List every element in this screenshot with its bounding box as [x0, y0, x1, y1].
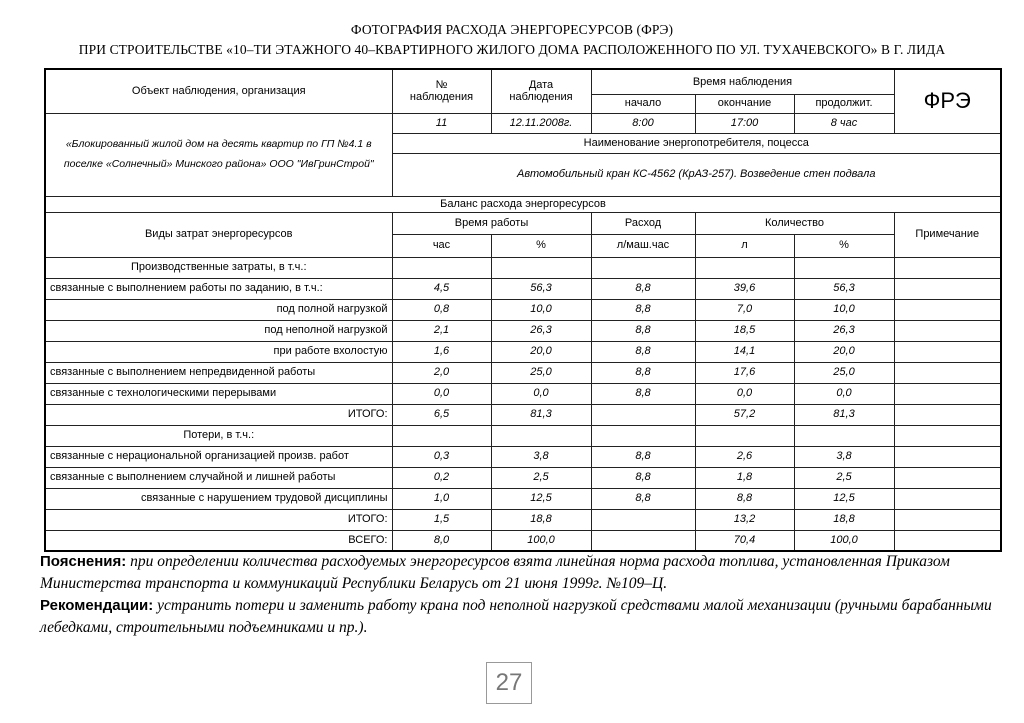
table-row [45, 488, 1001, 509]
table-row [45, 341, 1001, 362]
row-value: 14,1 [695, 341, 794, 362]
row-value: 20,0 [491, 341, 591, 362]
consumer-cell: Автомобильный кран КС-4562 (КрАЗ-257). Возведение стен подвала [392, 153, 1001, 196]
table-row [45, 257, 1001, 278]
row-note [894, 425, 1001, 446]
date-header: Дата наблюдения [491, 69, 591, 113]
row-label: связанные с технологическими перерывами [45, 383, 392, 404]
title-line-2: ПРИ СТРОИТЕЛЬСТВЕ «10–ТИ ЭТАЖНОГО 40–КВАРТИРНОГО ЖИЛОГО ДОМА РАСПОЛОЖЕННОГО ПО УЛ. ТУХАЧЕВСКОГО» В Г. ЛИДА [78, 42, 946, 57]
row-value: 2,5 [794, 467, 894, 488]
row-label: связанные с выполнением непредвиденной работы [45, 362, 392, 383]
row-value: 12,5 [491, 488, 591, 509]
table-row [45, 530, 1001, 551]
row-note [894, 383, 1001, 404]
rate-header: Расход [591, 212, 695, 234]
row-value: 81,3 [491, 404, 591, 425]
notes [40, 551, 1000, 639]
row-value: 4,5 [392, 278, 491, 299]
row-value: 17,6 [695, 362, 794, 383]
table-row [45, 320, 1001, 341]
title-line-1: ФОТОГРАФИЯ РАСХОДА ЭНЕРГОРЕСУРСОВ (ФРЭ) [350, 22, 674, 37]
row-value [392, 257, 491, 278]
code-cell: ФРЭ [894, 69, 1001, 133]
row-value [491, 425, 591, 446]
table-row [45, 362, 1001, 383]
row-value: 2,0 [392, 362, 491, 383]
row-value: 10,0 [794, 299, 894, 320]
row-value: 100,0 [491, 530, 591, 551]
row-label: Производственные затраты, в т.ч.: [45, 257, 392, 278]
row-value: 0,2 [392, 467, 491, 488]
row-value: 26,3 [794, 320, 894, 341]
row-note [894, 257, 1001, 278]
row-value: 10,0 [491, 299, 591, 320]
row-value: 13,2 [695, 509, 794, 530]
row-value: 100,0 [794, 530, 894, 551]
object-header: Объект наблюдения, организация [45, 69, 392, 113]
row-value: 18,8 [794, 509, 894, 530]
row-value: 26,3 [491, 320, 591, 341]
row-value: 70,4 [695, 530, 794, 551]
row-value [591, 530, 695, 551]
row-value: 25,0 [794, 362, 894, 383]
row-value [591, 425, 695, 446]
row-value: 2,6 [695, 446, 794, 467]
row-value: 8,8 [591, 320, 695, 341]
row-value: 7,0 [695, 299, 794, 320]
rate-unit-header: л/маш.час [591, 234, 695, 257]
balance-title: Баланс расхода энергоресурсов [45, 196, 1001, 212]
consumer-header: Наименование энергопотребителя, поцесса [392, 133, 1001, 153]
row-value: 39,6 [695, 278, 794, 299]
row-value [591, 509, 695, 530]
table-row [45, 446, 1001, 467]
qty-pct-header: % [794, 234, 894, 257]
row-note [894, 299, 1001, 320]
row-label: связанные с выполнением случайной и лишней работы [45, 467, 392, 488]
page-number: 27 [486, 662, 532, 704]
row-value: 1,0 [392, 488, 491, 509]
row-value: 8,8 [695, 488, 794, 509]
row-value: 6,5 [392, 404, 491, 425]
row-value: 8,8 [591, 278, 695, 299]
row-label: под неполной нагрузкой [45, 320, 392, 341]
row-label: связанные с нерациональной организацией произв. работ [45, 446, 392, 467]
row-note [894, 362, 1001, 383]
row-value [491, 257, 591, 278]
row-note [894, 341, 1001, 362]
row-value: 25,0 [491, 362, 591, 383]
qty-header: Количество [695, 212, 894, 234]
row-note [894, 446, 1001, 467]
row-value: 1,5 [392, 509, 491, 530]
table-row [45, 383, 1001, 404]
table-row [45, 425, 1001, 446]
date-cell: 12.11.2008г. [491, 113, 591, 133]
row-value: 8,8 [591, 383, 695, 404]
table-row [45, 299, 1001, 320]
row-note [894, 404, 1001, 425]
types-header: Виды затрат энергоресурсов [45, 212, 392, 257]
row-label: под полной нагрузкой [45, 299, 392, 320]
duration-cell: 8 час [794, 113, 894, 133]
row-value: 8,8 [591, 299, 695, 320]
row-note [894, 509, 1001, 530]
hours-header: час [392, 234, 491, 257]
row-value: 2,1 [392, 320, 491, 341]
row-note [894, 320, 1001, 341]
row-note [894, 278, 1001, 299]
row-value: 8,8 [591, 446, 695, 467]
row-value: 3,8 [491, 446, 591, 467]
row-value: 8,8 [591, 341, 695, 362]
energy-table [44, 68, 1002, 552]
row-value: 8,0 [392, 530, 491, 551]
row-value: 8,8 [591, 488, 695, 509]
row-value: 2,5 [491, 467, 591, 488]
table-row [45, 404, 1001, 425]
object-cell: «Блокированный жилой дом на десять квартир по ГП №4.1 в поселке «Солнечный» Минского района» ООО "ИвГринСтрой" [45, 113, 392, 196]
start-header: начало [591, 94, 695, 113]
row-value [695, 257, 794, 278]
row-value: 0,0 [695, 383, 794, 404]
row-value [392, 425, 491, 446]
row-value: 8,8 [591, 362, 695, 383]
num-header: № наблюдения [392, 69, 491, 113]
explanation: Пояснения: при определении количества расходуемых энергоресурсов взята линейная норма расхода топлива, установленная Приказом Министерства транспорта и коммуникаций Республики Беларусь от 21 июня 1999г. №109–Ц. [40, 553, 950, 592]
note-header: Примечание [894, 212, 1001, 257]
table-row [45, 509, 1001, 530]
recommendation: Рекомендации: устранить потери и заменить работу крана под неполной нагрузкой средствами малой механизации (ручными барабанными лебедками, строительными подъемниками и пр.). [40, 597, 992, 636]
worktime-header: Время работы [392, 212, 591, 234]
num-cell: 11 [392, 113, 491, 133]
row-label: связанные с выполнением работы по заданию, в т.ч.: [45, 278, 392, 299]
row-label: ВСЕГО: [45, 530, 392, 551]
row-note [894, 530, 1001, 551]
row-label: связанные с нарушением трудовой дисциплины [45, 488, 392, 509]
table-row [45, 467, 1001, 488]
row-value [794, 425, 894, 446]
row-value: 3,8 [794, 446, 894, 467]
row-value: 1,6 [392, 341, 491, 362]
row-value [591, 404, 695, 425]
table-row [45, 278, 1001, 299]
duration-header: продолжит. [794, 94, 894, 113]
row-value: 8,8 [591, 467, 695, 488]
end-cell: 17:00 [695, 113, 794, 133]
row-value: 12,5 [794, 488, 894, 509]
row-label: Потери, в т.ч.: [45, 425, 392, 446]
row-note [894, 488, 1001, 509]
row-value: 18,8 [491, 509, 591, 530]
row-value [591, 257, 695, 278]
start-cell: 8:00 [591, 113, 695, 133]
row-value: 0,3 [392, 446, 491, 467]
pct-header: % [491, 234, 591, 257]
row-label: ИТОГО: [45, 404, 392, 425]
row-value: 1,8 [695, 467, 794, 488]
row-value: 20,0 [794, 341, 894, 362]
row-value [695, 425, 794, 446]
row-value: 0,8 [392, 299, 491, 320]
row-value [794, 257, 894, 278]
row-value: 0,0 [491, 383, 591, 404]
row-value: 56,3 [794, 278, 894, 299]
row-label: ИТОГО: [45, 509, 392, 530]
row-value: 57,2 [695, 404, 794, 425]
end-header: окончание [695, 94, 794, 113]
row-value: 81,3 [794, 404, 894, 425]
liters-header: л [695, 234, 794, 257]
row-value: 56,3 [491, 278, 591, 299]
row-value: 0,0 [794, 383, 894, 404]
row-value: 18,5 [695, 320, 794, 341]
time-header: Время наблюдения [591, 69, 894, 94]
row-value: 0,0 [392, 383, 491, 404]
row-label: при работе вхолостую [45, 341, 392, 362]
row-note [894, 467, 1001, 488]
